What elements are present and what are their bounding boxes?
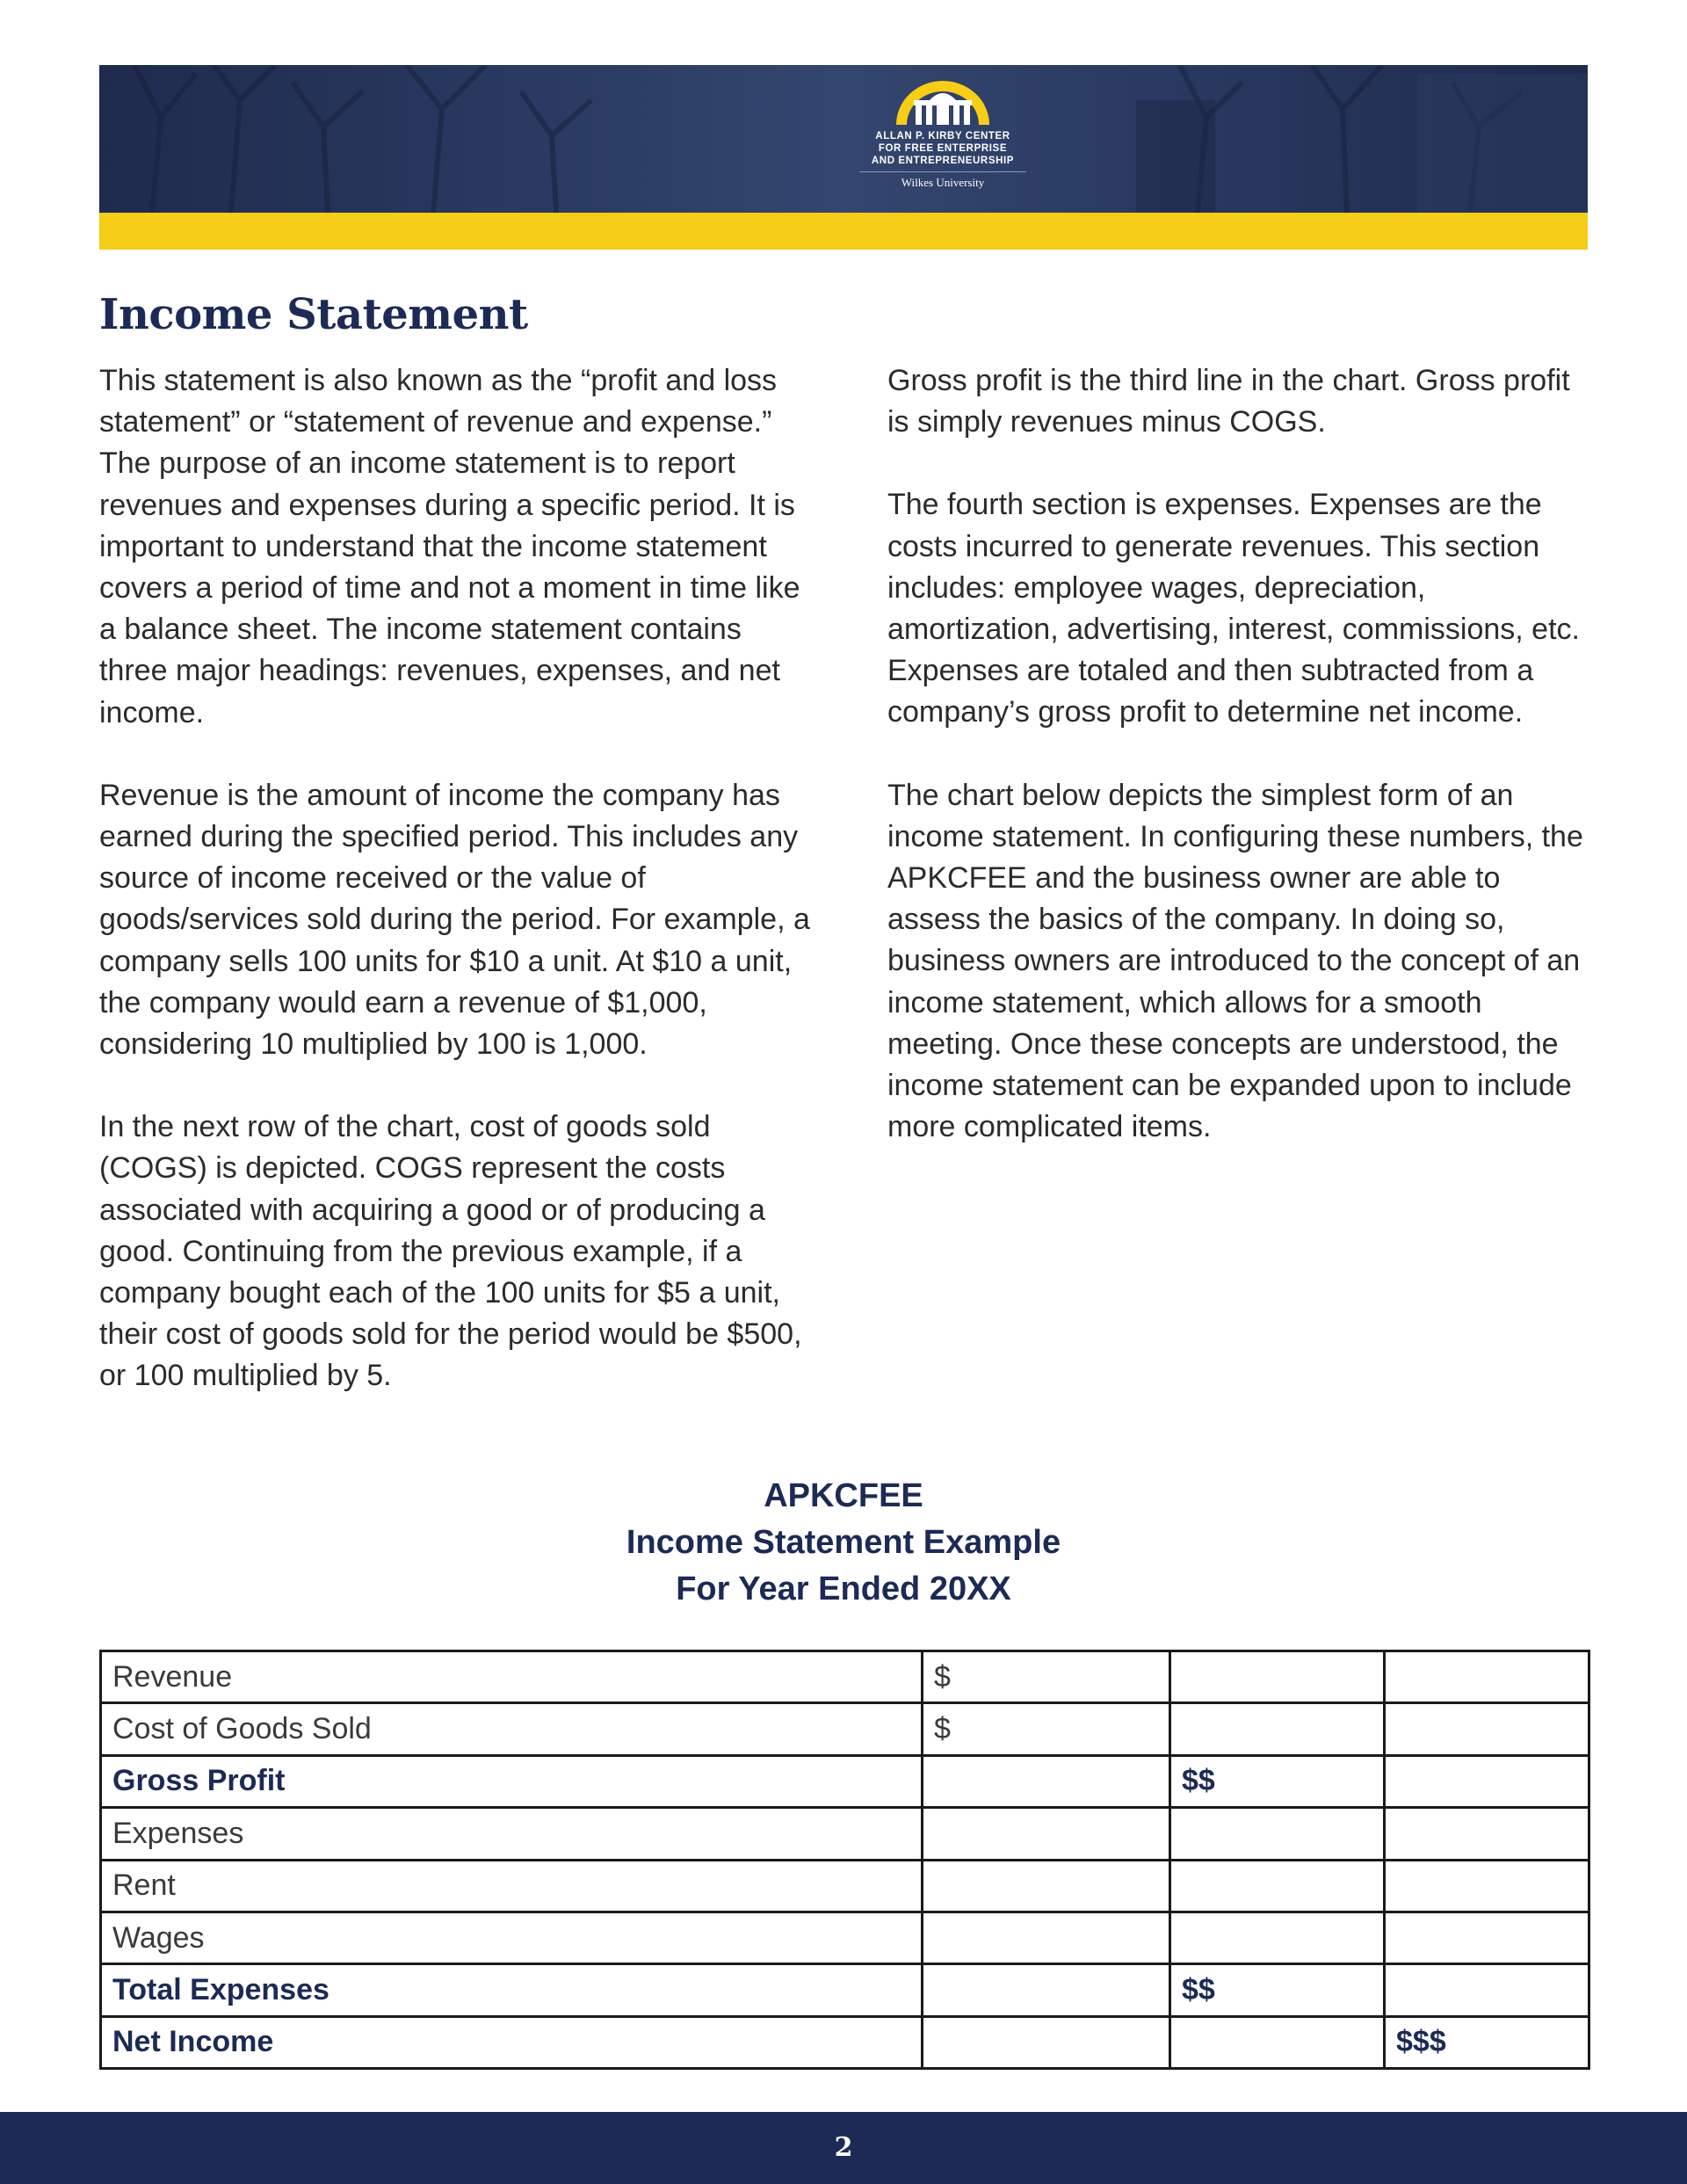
tree-silhouette-background xyxy=(99,65,1588,213)
paragraph: Revenue is the amount of income the company has earned during the specified period. This includes any source of income received or the value of goods/services sold during the period. For example, a company sells 100 units for $10 a unit. At $10 a unit, the company would earn a revenue of $1,000, considering 10 multiplied by 100 is 1,000. xyxy=(99,778,810,1062)
paragraph: Gross profit is the third line in the chart. Gross profit is simply revenues minus COGS. xyxy=(887,364,1570,439)
amount-cell-2 xyxy=(1170,1808,1385,1860)
table-row xyxy=(101,1912,1589,1963)
amount-cell-1 xyxy=(923,1860,1170,1912)
kirby-center-logo xyxy=(855,81,1031,204)
row-label-cell: Revenue xyxy=(101,1651,923,1703)
amount-cell-3 xyxy=(1385,1808,1589,1860)
amount-cell-1 xyxy=(923,1808,1170,1860)
amount-cell-1 xyxy=(923,2016,1170,2068)
amount-cell-1 xyxy=(923,1964,1170,2016)
amount-cell-1: $ xyxy=(923,1651,1170,1703)
amount-cell-1: $ xyxy=(923,1703,1170,1755)
amount-cell-3 xyxy=(1385,1755,1589,1807)
row-label-cell: Gross Profit xyxy=(101,1755,923,1807)
page-footer xyxy=(0,2112,1687,2184)
row-label-cell: Rent xyxy=(101,1860,923,1912)
amount-cell-2: $$ xyxy=(1170,1755,1385,1807)
paragraph: The fourth section is expenses. Expenses are the costs incurred to generate revenues. This section includes: employee wages, depreciation, amortization, advertising, interest, commissions, etc. Expenses are totaled and then subtracted from a company’s gross profit to determine net income. xyxy=(887,488,1580,729)
amount-cell-1 xyxy=(923,1912,1170,1963)
paragraph: In the next row of the chart, cost of goods sold (COGS) is depicted. COGS represent the costs associated with acquiring a good or of producing a good. Continuing from the previous example, if a company bought each of the 100 units for $5 a unit, their cost of goods sold for the period would be $500, or 100 multiplied by 5. xyxy=(99,1110,802,1393)
paragraph: This statement is also known as the “profit and loss statement” or “statement of revenue and expense.” The purpose of an income statement is to report revenues and expenses during a specific period. It is important to understand that the income statement covers a period of time and not a moment in time like a balance sheet. The income statement contains three major headings: revenues, expenses, and net income. xyxy=(99,364,800,729)
statement-title-line: Income Statement Example xyxy=(626,1524,1061,1561)
amount-cell-3 xyxy=(1385,1860,1589,1912)
amount-cell-2 xyxy=(1170,2016,1385,2068)
gold-accent-bar xyxy=(99,213,1588,250)
amount-cell-2: $$ xyxy=(1170,1964,1385,2016)
amount-cell-3: $$$ xyxy=(1385,2016,1589,2068)
row-label-cell: Total Expenses xyxy=(101,1964,923,2016)
statement-title-line: APKCFEE xyxy=(764,1477,923,1514)
amount-cell-1 xyxy=(923,1755,1170,1807)
statement-title-line: For Year Ended 20XX xyxy=(676,1571,1011,1607)
header-banner xyxy=(99,65,1588,213)
table-row xyxy=(101,1651,1589,1703)
page-number: 2 xyxy=(834,2132,853,2163)
row-label-cell: Wages xyxy=(101,1912,923,1963)
statement-title xyxy=(99,1473,1588,1613)
table-row xyxy=(101,1703,1589,1755)
paragraph: The chart below depicts the simplest form of an income statement. In configuring these numbers, the APKCFEE and the business owner are able to assess the basics of the company. In doing so, business owners are introduced to the concept of an income statement, which allows for a smooth meeting. Once these concepts are understood, the income statement can be expanded upon to include more complicated items. xyxy=(887,778,1583,1144)
table-row xyxy=(101,2016,1589,2068)
row-label-cell: Cost of Goods Sold xyxy=(101,1703,923,1755)
income-statement-table xyxy=(99,1650,1590,2070)
logo-divider xyxy=(859,171,1026,172)
amount-cell-3 xyxy=(1385,1651,1589,1703)
amount-cell-2 xyxy=(1170,1703,1385,1755)
amount-cell-3 xyxy=(1385,1964,1589,2016)
amount-cell-3 xyxy=(1385,1912,1589,1963)
amount-cell-3 xyxy=(1385,1703,1589,1755)
row-label-cell: Net Income xyxy=(101,2016,923,2068)
left-column xyxy=(99,360,811,1439)
page-title: Income Statement xyxy=(99,290,528,339)
university-name: Wilkes University xyxy=(901,176,985,189)
org-name: ALLAN P. KIRBY CENTER FOR FREE ENTERPRISE AND ENTREPRENEURSHIP xyxy=(871,131,1015,166)
table-row xyxy=(101,1964,1589,2016)
right-column xyxy=(887,360,1590,1189)
arch-gateway-icon xyxy=(894,81,991,127)
table-row xyxy=(101,1860,1589,1912)
amount-cell-2 xyxy=(1170,1912,1385,1963)
amount-cell-2 xyxy=(1170,1860,1385,1912)
amount-cell-2 xyxy=(1170,1651,1385,1703)
row-label-cell: Expenses xyxy=(101,1808,923,1860)
table-row xyxy=(101,1755,1589,1807)
table-row xyxy=(101,1808,1589,1860)
